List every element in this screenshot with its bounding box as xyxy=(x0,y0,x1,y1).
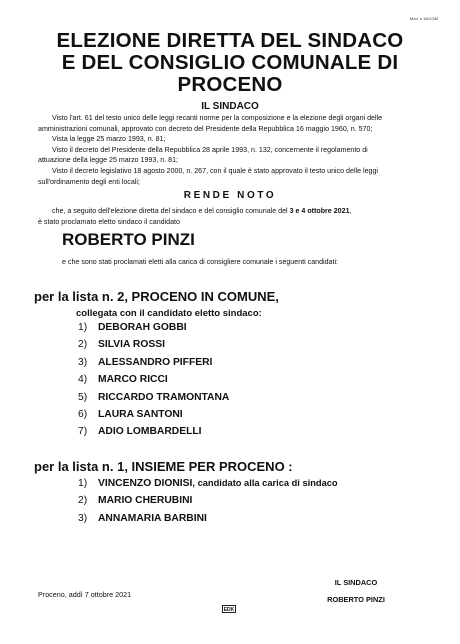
councillor-name: ALESSANDRO PIFFERI xyxy=(98,356,213,368)
list-1-members xyxy=(78,475,338,527)
list-item xyxy=(78,336,229,353)
item-number: 3) xyxy=(78,512,88,524)
councillor-name: MARIO CHERUBINI xyxy=(98,495,193,507)
item-number: 6) xyxy=(78,408,88,420)
councillor-name: DEBORAH GOBBI xyxy=(98,322,187,333)
premise-line: amministrazioni comunali, approvato con decreto del Presidente della Repubblica 16 maggio 1960, n. 570; xyxy=(38,124,373,133)
elected-mayor-name: ROBERTO PINZI xyxy=(62,230,195,249)
announcement-block xyxy=(38,206,430,227)
title-line: ELEZIONE DIRETTA DEL SINDACO xyxy=(56,29,404,52)
item-number: 3) xyxy=(78,356,88,368)
councillors-intro: e che sono stati proclamati eletti alla carica di consigliere comunale i seguenti candidati: xyxy=(62,258,339,266)
list-item xyxy=(78,475,338,492)
premise-line: Visto il decreto del Presidente della Repubblica 28 aprile 1993, n. 132, concernente il regolamento di xyxy=(52,145,368,154)
announcement-line xyxy=(38,206,430,217)
item-number: 2) xyxy=(78,339,88,351)
document-title xyxy=(20,30,440,96)
announcement-text: che, a seguito dell'elezione diretta del sindaco e del consiglio comunale del xyxy=(52,207,290,215)
councillor-name: RICCARDO TRAMONTANA xyxy=(98,391,230,403)
signature-name: ROBERTO PINZI xyxy=(327,595,385,604)
form-code: Mod. n.18/COM xyxy=(409,16,438,21)
councillor-name: VINCENZO DIONISI xyxy=(98,478,193,489)
councillor-name: ANNAMARIA BARBINI xyxy=(98,512,207,524)
title-line: E DEL CONSIGLIO COMUNALE DI xyxy=(61,51,399,74)
premise-line: attuazione della legge 25 marzo 1993, n. 81; xyxy=(38,156,179,165)
councillor-name: LAURA SANTONI xyxy=(98,408,183,420)
list-item xyxy=(78,371,229,388)
list-2-subheading: collegata con il candidato eletto sindaco: xyxy=(76,308,262,319)
list-item xyxy=(78,492,338,509)
item-number: 2) xyxy=(78,495,88,507)
list-item xyxy=(78,389,229,406)
place-date: Proceno, addì 7 ottobre 2021 xyxy=(38,590,132,599)
list-item xyxy=(78,354,229,371)
announcement-line: è stato proclamato eletto sindaco il candidato xyxy=(38,217,180,226)
item-number: 5) xyxy=(78,391,88,403)
title-line: PROCENO xyxy=(177,73,283,96)
premise-line: Visto l'art. 61 del testo unico delle leggi recanti norme per la composizione e la elezione degli organi delle xyxy=(52,114,383,122)
councillor-name: ADIO LOMBARDELLI xyxy=(98,426,202,438)
item-number: 4) xyxy=(78,374,88,386)
councillor-name: SILVIA ROSSI xyxy=(98,339,165,351)
premise-line: Vista la legge 25 marzo 1993, n. 81; xyxy=(52,135,166,144)
list-item xyxy=(78,406,229,423)
announcement-punct: , xyxy=(349,207,352,215)
councillor-name: MARCO RICCI xyxy=(98,374,168,386)
authority-heading: IL SINDACO xyxy=(201,101,259,112)
rende-noto-heading: RENDE NOTO xyxy=(183,190,277,201)
list-2-members xyxy=(78,319,229,441)
list-item xyxy=(78,319,229,336)
printer-stamp: EDK xyxy=(223,607,235,613)
list-item xyxy=(78,510,338,527)
councillor-note: , candidato alla carica di sindaco xyxy=(192,478,338,488)
premises-block xyxy=(38,113,430,187)
signature-role: IL SINDACO xyxy=(334,578,378,587)
item-number: 7) xyxy=(78,426,88,438)
item-number: 1) xyxy=(78,322,88,333)
premise-line: sull'ordinamento degli enti locali; xyxy=(38,177,140,186)
list-1-heading: per la lista n. 1, INSIEME PER PROCENO : xyxy=(34,459,293,474)
premise-line: Visto il decreto legislativo 18 agosto 2000, n. 267, con il quale è stato approvato il testo unico delle leggi xyxy=(52,166,379,175)
list-item xyxy=(78,423,229,440)
list-2-heading: per la lista n. 2, PROCENO IN COMUNE, xyxy=(34,289,279,304)
election-dates: 3 e 4 ottobre 2021 xyxy=(289,207,350,215)
item-number: 1) xyxy=(78,478,88,489)
